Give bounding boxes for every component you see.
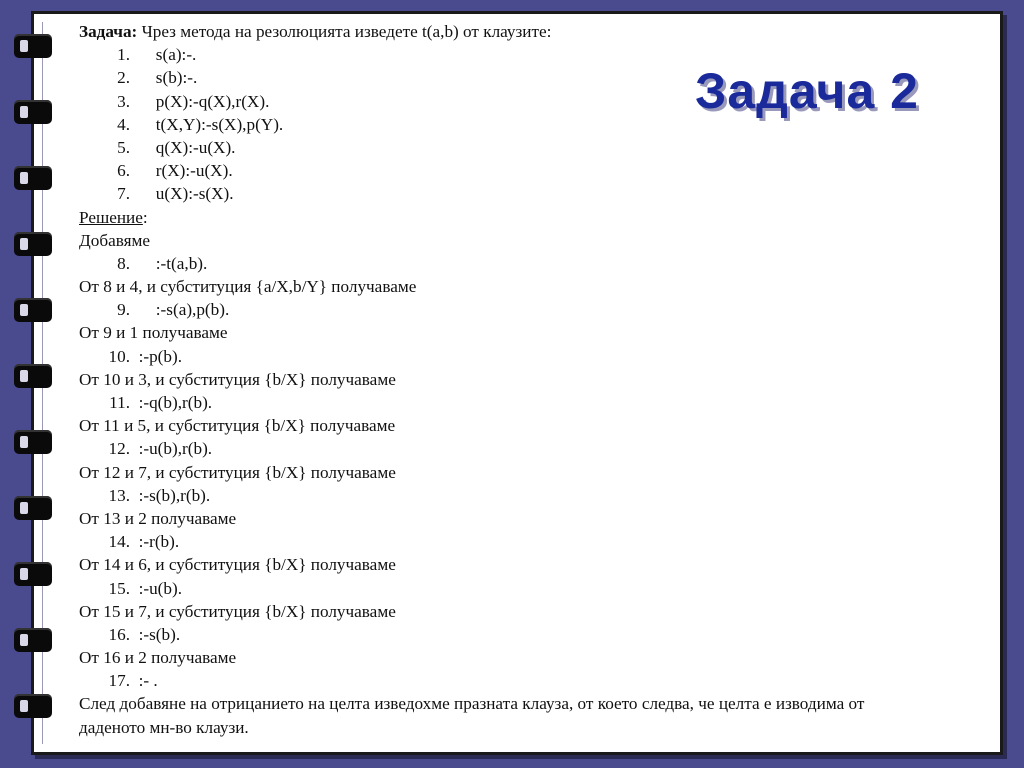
spiral-ring-icon (14, 364, 52, 388)
solution-heading: Решение: (79, 207, 148, 227)
step-description: От 15 и 7, и субституция {b/X} получаваме (79, 601, 396, 621)
step-description: От 14 и 6, и субституция {b/X} получаваме (79, 555, 396, 575)
list-item: 16. :-s(b). (108, 624, 181, 644)
step-description: От 11 и 5, и субституция {b/X} получаваме (79, 416, 396, 436)
spiral-ring-icon (14, 496, 52, 520)
list-item: 17. :- . (108, 671, 158, 691)
slide-title: Задача 2 (695, 63, 919, 119)
list-item: 5. q(X):-u(X). (117, 137, 236, 157)
list-item: 12. :-u(b),r(b). (108, 439, 213, 459)
spiral-ring-icon (14, 298, 52, 322)
list-item: 14. :-r(b). (108, 532, 180, 552)
task-text: Чрез метода на резолюцията изведете t(a,b) от клаузите: (141, 22, 552, 41)
list-item: 6. r(X):-u(X). (117, 161, 233, 181)
spiral-ring-icon (14, 100, 52, 124)
list-item: 9. :-s(a),p(b). (117, 300, 230, 320)
list-item: 2. s(b):-. (117, 68, 198, 88)
step-description: От 12 и 7, и субституция {b/X} получаваме (79, 462, 396, 482)
step-description: От 13 и 2 получаваме (79, 508, 237, 528)
step-description: От 16 и 2 получаваме (79, 648, 237, 668)
list-item: 7. u(X):-s(X). (117, 184, 234, 204)
list-item: 11. :-q(b),r(b). (109, 393, 213, 412)
task-label: Задача: (79, 22, 138, 41)
spiral-ring-icon (14, 694, 52, 718)
list-item: 10. :-p(b). (108, 346, 183, 366)
spiral-ring-icon (14, 628, 52, 652)
spiral-ring-icon (14, 232, 52, 256)
list-item: 1. s(a):-. (117, 45, 197, 65)
slide-content (79, 20, 929, 739)
list-item: 3. p(X):-q(X),r(X). (117, 91, 270, 111)
list-item: 4. t(X,Y):-s(X),p(Y). (117, 114, 284, 134)
list-item: 8. :-t(a,b). (117, 253, 208, 273)
step-description: От 10 и 3, и субституция {b/X} получаваме (79, 369, 396, 389)
spiral-ring-icon (14, 34, 52, 58)
list-item: 13. :-s(b),r(b). (108, 485, 211, 505)
spiral-ring-icon (14, 166, 52, 190)
step-description: От 9 и 1 получаваме (79, 323, 228, 343)
spiral-ring-icon (14, 430, 52, 454)
step-description: От 8 и 4, и субституция {a/X,b/Y} получаваме (79, 277, 417, 297)
list-item: 15. :-u(b). (108, 578, 183, 598)
spiral-ring-icon (14, 562, 52, 586)
conclusion: След добавяне на отрицанието на целта изведохме празната клауза, от което следва, че целта е изводима от даденото мн-во клаузи. (79, 694, 865, 737)
clause-list (79, 43, 929, 205)
resolution-steps (79, 252, 929, 693)
task-statement (79, 20, 929, 43)
add-text: Добавяме (79, 230, 150, 250)
